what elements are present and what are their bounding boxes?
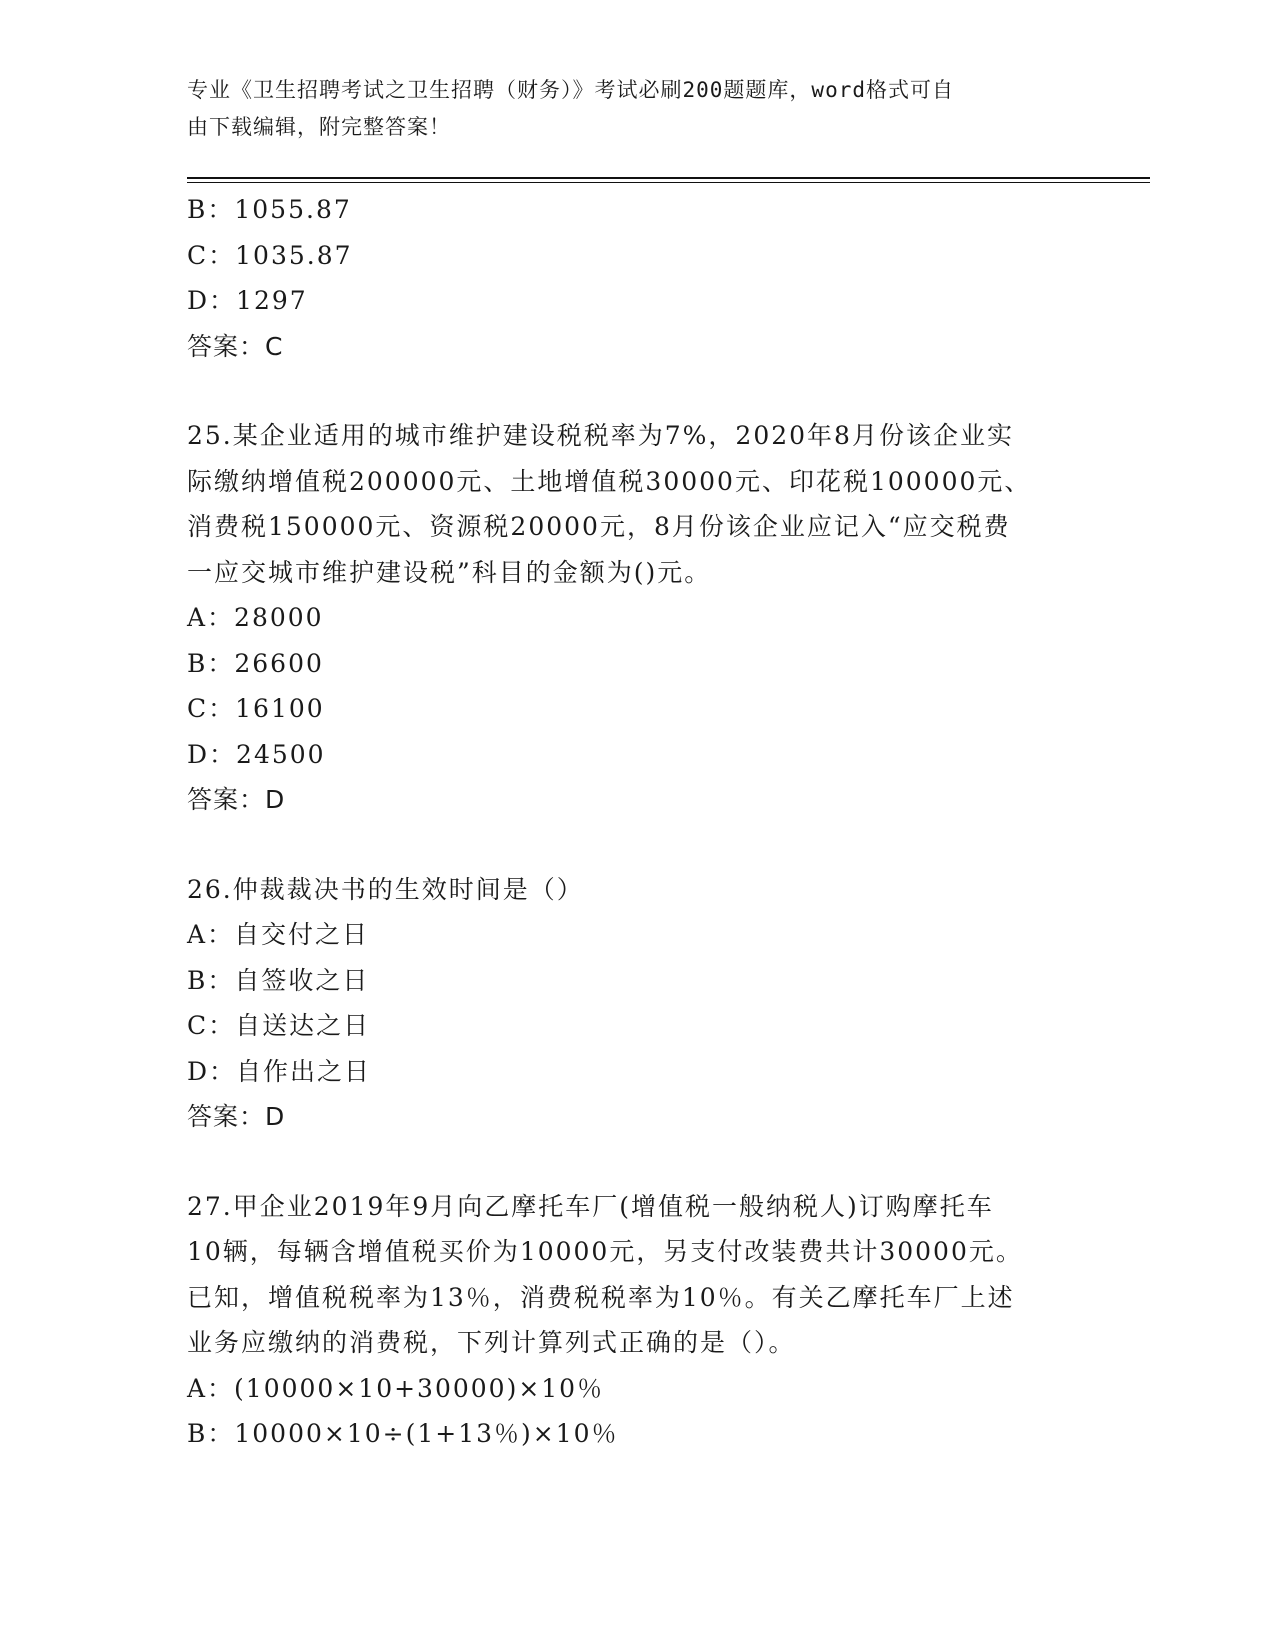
question-stem-line: 际缴纳增值税200000元、土地增值税30000元、印花税100000元、 [187, 466, 1032, 496]
option-c: C：16100 [187, 694, 325, 723]
spacer [187, 1140, 1077, 1184]
option-a: A：28000 [187, 603, 324, 632]
question-stem-line: 消费税150000元、资源税20000元，8月份该企业应记入“应交税费 [187, 512, 1011, 541]
option-b: B：10000×10÷(1+13％)×10％ [187, 1419, 619, 1448]
question-stem-line: 已知，增值税税率为13％，消费税税率为10％。有关乙摩托车厂上述 [187, 1282, 1015, 1312]
question-24-tail [187, 187, 1077, 369]
question-content [187, 187, 1077, 1457]
document-header [187, 72, 1067, 146]
option-d: D：自作出之日 [187, 1056, 372, 1086]
answer-line: 答案：C [187, 331, 284, 361]
question-stem-line: 25.某企业适用的城市维护建设税税率为7%，2020年8月份该企业实 [187, 421, 1014, 450]
answer-line: 答案：D [187, 785, 286, 814]
question-25 [187, 413, 1077, 823]
header-divider-thick [187, 177, 1150, 179]
header-line-2: 由下载编辑，附完整答案！ [187, 115, 451, 139]
option-b: B：1055.87 [187, 195, 352, 224]
option-d: D：24500 [187, 739, 326, 769]
question-stem-line: 27.甲企业2019年9月向乙摩托车厂(增值税一般纳税人)订购摩托车 [187, 1191, 994, 1221]
question-27 [187, 1184, 1077, 1457]
option-c: C：1035.87 [187, 240, 353, 270]
question-stem-line: 一应交城市维护建设税”科目的金额为()元。 [187, 557, 712, 587]
header-divider-thin [187, 182, 1150, 183]
option-c: C：自送达之日 [187, 1011, 371, 1040]
question-26 [187, 867, 1077, 1140]
spacer [187, 369, 1077, 413]
answer-line: 答案：D [187, 1102, 286, 1131]
option-a: A：自交付之日 [187, 920, 370, 949]
spacer [187, 823, 1077, 867]
header-line-1: 专业《卫生招聘考试之卫生招聘（财务）》考试必刷200题题库，word格式可自 [187, 78, 954, 102]
option-b: B：自签收之日 [187, 965, 370, 995]
option-b: B：26600 [187, 648, 324, 678]
question-stem-line: 26.仲裁裁决书的生效时间是（） [187, 874, 584, 904]
question-stem-line: 业务应缴纳的消费税，下列计算列式正确的是（）。 [187, 1328, 796, 1357]
question-stem-line: 10辆，每辆含增值税买价为10000元，另支付改装费共计30000元。 [187, 1237, 1023, 1266]
option-d: D：1297 [187, 286, 308, 315]
option-a: A：(10000×10+30000)×10％ [187, 1373, 605, 1403]
